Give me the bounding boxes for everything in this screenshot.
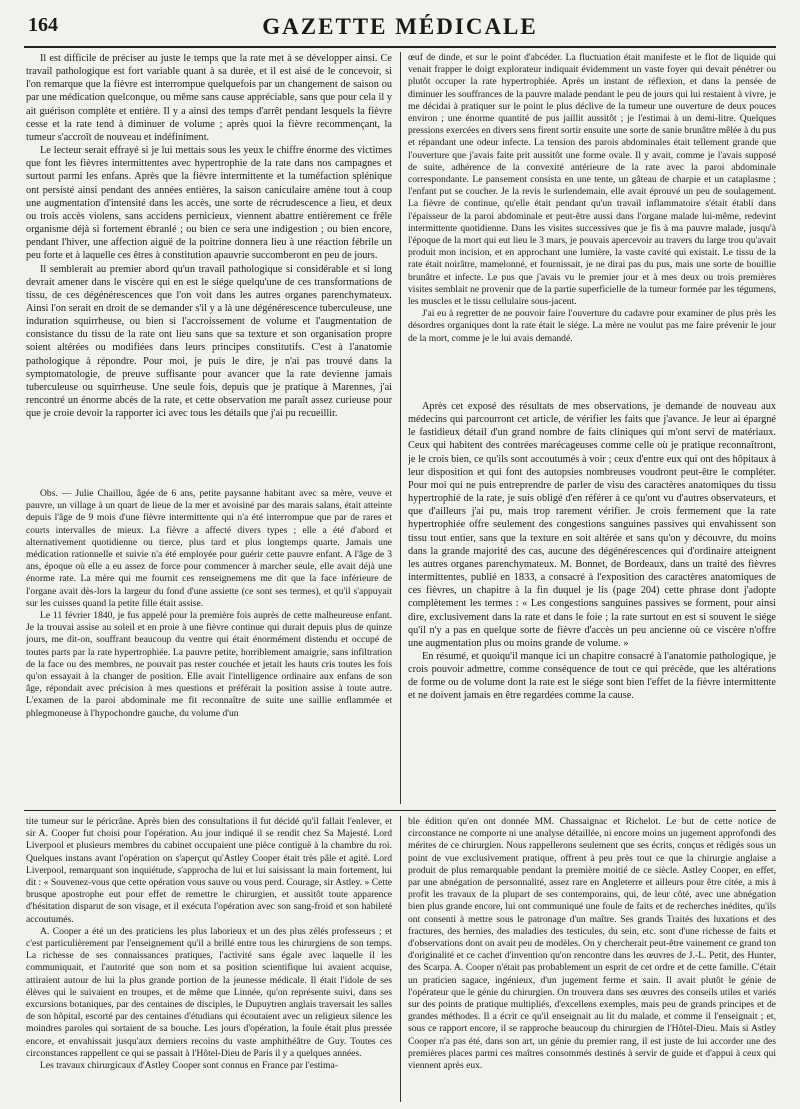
observation-paragraph: Le 11 février 1840, je fus appelé pour la première fois auprès de cette malheureuse enfant. Je la trouvai assise au soleil et en proie à une fièvre continue qui durait depuis plus de quinze jours, me dit-on, souffrant beaucoup du ventre qui était énormément distendu et occupé de toutes parts par la rate hypertrophiée. La pauvre petite, horriblement amaigrie, sans infiltration de la face ou des membres, ne pouvait pas rester couchée et jetait les hauts cris toutes les fois qu'on essayait à la changer de position. Elle avait l'intelligence ordinaire aux enfans de son âge, répondait avec précision à mes questions et préférait la position assise à toute autre. L'examen de la paroi abdominale me fit reconnaître de suite une saillie enflammée et phlegmoneuse à l'hypochondre gauche, du volume d'un (26, 610, 392, 719)
paragraph: tite tumeur sur le péricrâne. Après bien des consultations il fut décidé qu'il fallait l'enlever, et sir A. Cooper fut choisi pour l'opération. Au jour indiqué il se rendit chez Sa Majesté. Lord Liverpool et plusieurs membres du cabinet occupaient une pièce contiguë à la chambre du roi. Quelques instans avant l'opération on s'aperçut qu'Astley Cooper était très pâle et agité. Lord Liverpool, remarquant son inquiétude, s'approcha de lui et lui saisissant la main fortement, lui dit : « Souvenez-vous que cette opération vous sauve ou vous perd. Courage, sir Astley. » Cette brusque apostrophe eut pour effet de remettre le chirurgien, et aussitôt toute apparence d'hésitation disparut de son visage, et il exécuta l'opération avec son sang-froid et son habileté accoutumés. (26, 816, 392, 925)
column-divider-bottom (400, 816, 401, 1102)
observation-paragraph: Obs. — Julie Chaillou, âgée de 6 ans, petite paysanne habitant avec sa mère, veuve et pauvre, un village à un quart de lieue de la mer et avoisiné par des marais salans, était atteinte depuis l'âge de 9 mois d'une fièvre intermittente qui n'a été interrompue que par de rares et courts intervalles de mieux. La fièvre a affecté divers types ; elle a été d'abord et alternativement quotidienne ou tierce, plus tard et plus longtemps quarte. Jamais une médication rationnelle et suivie n'a été employée pour guérir cette pauvre enfant. A l'âge de 3 ans, époque où elle a eu assez de force pour commencer à marcher seule, elle avait déjà une énorme rate. La mère qui me fournit ces renseignemens me dit que la face inférieure de l'organe avait dès-lors la largeur du fond d'une assiette (ce sont ses termes), et qu'il s'appuyait sur les cuisses quand la petite fille était assise. (26, 488, 392, 609)
page-number: 164 (28, 14, 58, 36)
column-right-conclusion (408, 400, 776, 804)
column-right-bottom (408, 816, 776, 1102)
paragraph: Après cet exposé des résultats de mes observations, je demande de nouveau aux médecins qui parcourront cet article, de vérifier les faits que j'avance. Je leur ai épargné le fastidieux détail d'un grand nombre de faits cliniques qui m'ont servi de matériaux. Ceux qui habitent des contrées marécageuses comme celle où je pratique reconnaîtront, je le crois bien, ce qu'ils sont accoutumés à voir ; ceux d'entre eux qui ont des hôpitaux à leur disposition et qui font des autopsies nombreuses voudront peut-être le compléter. Pour moi qui ne puis entreprendre de parler de visu des caractères anatomiques du tissu hypertrophié de la rate, je suis obligé d'en référer à ce qu'ont vu d'autres observateurs, et que d'ailleurs j'ai pu, mais trop rarement vérifier. Je crois fermement que la rate hypertrophiée offre seulement des congestions sanguines passives qui envahissent son tissu tout entier, sans que la texture en soit altérée et sans qu'on y découvre, du moins dans la grande majorité des cas, aucune des dégénérescences qui d'ordinaire atteignent les autres organes parenchymateux. M. Bonnet, de Bordeaux, dans un traité des fièvres intermittentes, publié en 1833, a consacré à l'exposition des caractères anatomiques de ces fièvres, un chapitre à la fin duquel je lis (page 204) cette phrase dont j'adopte complètement les termes : « Les congestions sanguines passives se forment, pour ainsi dire, exclusivement dans la rate et dans le foie ; la rate surtout en est si souvent le siége qu'il n'y a pas en quelque sorte de fièvre d'accès un peu ancienne où ce viscère n'offre une augmentation plus ou moins grande de volume. » (408, 401, 776, 649)
paragraph: ble édition qu'en ont donnée MM. Chassaignac et Richelot. Le but de cette notice de circonstance ne comporte ni une analyse détaillée, ni encore moins un jugement approfondi des mérites de ce chirurgien. Nous rappellerons seulement que ses écrits, conçus et rédigés sous un point de vue exclusivement pratique, offrent à peu près tout ce que la chirurgie anglaise a produit de plus remarquable pendant la première moitié de ce siècle. Astley Cooper, en effet, par une abnégation de personnalité, assez rare en Angleterre et ailleurs pour être citée, a mis à profit les travaux de la plupart de ses contemporains, qui, de leur côté, avec une abnégation bien plus grande encore, lui ont communiqué une foule de faits et de recherches inédites, qu'ils ont consenti à mettre sous le patronage d'un maître. Ses grands Traités des luxations et des fractures, des hernies, des maladies des testicules, du sein, etc. sont d'une richesse de faits et d'observations dont on avait peu de modèles. On y chercherait peut-être vainement ce grand ton d'originalité et ce cachet d'invention qu'on rencontre dans les œuvres de J.-L. Petit, des Hunter, des Scarpa. A. Cooper n'était pas probablement un esprit de cet ordre et de cette famille. C'était un praticien sagace, ingénieux, d'un jugement ferme et sain. Il avait plutôt le génie de l'opérateur que le génie du chirurgien. On trouvera dans ses œuvres des conseils utiles et variés sur des points de pratique multipliés, d'excellens exemples, mais peu de grands principes et de grandes méthodes. Il a écrit ce qu'il enseignait au lit du malade, et comme il l'enseignait ; et, sous ce rapport encore, il se rapproche beaucoup du chirurgien de l'Hôtel-Dieu. Mais si Astley Cooper n'a pas été, dans son art, un génie du premier rang, il est juste de lui accorder une des premières places parmi ces maîtres consommés destinés à servir de guide et d'appui à ceux qui viennent après eux. (408, 816, 776, 1072)
paragraph: œuf de dinde, et sur le point d'abcéder. La fluctuation était manifeste et le flot de liquide qui venait frapper le doigt explorateur indiquait évidemment un vaste foyer qui devait pénétrer ou plutôt occuper la rate hypertrophiée. Après un instant de réflexion, et dans la pensée de diminuer les souffrances de la pauvre malade pendant le peu de jours qui lui restaient à vivre, je me décidai à pratiquer sur le point le plus déclive de la tumeur une ouverture de deux pouces environ ; une énorme quantité de pus jaillit aussitôt ; je l'estimai à un demi-litre. Quelques pressions exercées en divers sens firent sortir ensuite une sorte de sanie brunâtre mêlée à du pus et répandant une odeur infecte. La tension des parois abdominales était tellement grande que l'ouverture que j'avais faite prit aussitôt une forme ovale. Il y avait, comme je l'avais supposé de suite, adhérence de la convexité antérieure de la rate avec la paroi abdominale correspondante. Le pansement consista en une tente, un gâteau de charpie et un cataplasme ; l'enfant put se coucher. Je la revis le surlendemain, elle avait éprouvé un peu de soulagement. La fièvre de continue, qu'elle était pendant qu'un travail inflammatoire s'était établi dans l'épaisseur de la paroi abdominale et peut-être aussi dans l'organe malade lui-même, redevint intermittente quotidienne. Dans les visites successives que je fis à ma pauvre malade, jusqu'à l'époque de la mort qui eut lieu le 3 mars, je pouvais apercevoir au travers du large trou qu'avait produit mon incision, et en approchant une lumière, la vaste cavité qui existait. Le tissu de la rate était noirâtre, mamelonné, et fournissait, je ne dirai pas du pus, mais une sorte de bouillie brunâtre et infecte. Le pus que j'avais vu le premier jour et à mes deux ou trois premières visites semblait ne provenir que de la partie superficielle de la tumeur formée par les tégumens, les muscles et le tissu cellulaire sous-jacent. (408, 52, 776, 308)
column-left-top (26, 52, 392, 482)
paragraph: Il est difficile de préciser au juste le temps que la rate met à se développer ainsi. Ce travail pathologique est fort variable quant à sa durée, et il est aisé de le concevoir, si l'on remarque que la fièvre est interrompue quelquefois par un changement de saison ou par une médication quelconque, ou même sans cause appréciable, sans que pour cela il y ait guérison complète et entière. Il y a ainsi des temps d'arrêt pendant lesquels la fièvre cesse et la rate tend à diminuer de volume ; après quoi la fièvre recommençant, la tumeur s'accroît de nouveau et indéfiniment. (26, 53, 392, 143)
column-right-top (408, 52, 776, 392)
paragraph: A. Cooper a été un des praticiens les plus laborieux et un des plus zélés professeurs ; et c'est particulièrement par l'enseignement qu'il a brillé entre tous les chirurgiens de son temps. La richesse de ses connaissances pratiques, l'activité sans égale avec laquelle il les communiquait, et l'autorité que son nom et sa position scientifique lui avaient acquise, attiraient autour de lui la plus grande portion de la jeunesse médicale. Il était l'idole de ses élèves qui le suivaient en troupes, et de même que Linnée, qu'on représente suivi, dans ses excursions botaniques, par des centaines de disciples, le Dupuytren anglais traversait les salles de son hôpital, escorté par des centaines d'étudians qui écoutaient avec un religieux silence les moindres paroles qui sortaient de sa bouche. Les jours d'opération, la foule était plus pressée encore, et envahissait jusqu'aux derniers recoins du vaste amphithéâtre de Guy. Toutes ces circonstances rappellent ce qui se passait à l'Hôtel-Dieu de Paris il y a quelques années. (26, 925, 392, 1059)
journal-title: GAZETTE MÉDICALE (262, 14, 538, 39)
column-divider (400, 52, 401, 804)
section-rule (24, 810, 776, 811)
paragraph: En résumé, et quoiqu'il manque ici un chapitre consacré à l'anatomie pathologique, je crois pouvoir admettre, comme conséquence de tout ce qui précède, que les altérations de forme ou de volume dont la rate est le siége sont bien l'effet de la fièvre intermittente et ne doivent jamais en être regardées comme la cause. (408, 650, 776, 702)
column-left-observation (26, 488, 392, 804)
paragraph: Il semblerait au premier abord qu'un travail pathologique si considérable et si long devrait amener dans le viscère qui en est le siége quelqu'une de ces transformations de tissu, de ces dégénérescences que l'on voit dans les autres organes parenchymateux. Ainsi l'on serait en droit de se demander s'il y a là une dégénérescence tuberculeuse, une induration squirrheuse, ou bien si l'accroissement de volume et l'augmentation de consistance du tissu de la rate ont lieu sans que sa texture et son organisation propre soient altérées ou modifiées dans leurs principes constitutifs. C'est à l'anatomie pathologique à répondre. Pour moi, je puis le dire, je n'ai pas trouvé dans la symptomatologie, de preuve suffisante pour avancer que la rate devienne jamais tuberculeuse ou squirrheuse. Une seule fois, depuis que je pratique à Marennes, j'ai rencontré un énorme abcès de la rate, et cette observation me paraît assez curieuse pour que je croie devoir la rapporter ici avec tous les détails que j'ai pu recueillir. (26, 263, 392, 420)
header-rule (24, 46, 776, 48)
column-left-bottom (26, 816, 392, 1102)
paragraph: J'ai eu à regretter de ne pouvoir faire l'ouverture du cadavre pour examiner de plus près les désordres organiques dont la rate était le siége. La mère ne voulut pas me faire prévenir le jour de la mort, comme je le lui avais demandé. (408, 308, 776, 344)
paragraph: Le lecteur serait effrayé si je lui mettais sous les yeux le chiffre énorme des victimes que font les fièvres intermittentes avec hypertrophie de la rate dans nos campagnes et surtout parmi les enfans. Après que la fièvre intermittente et la tuméfaction splénique ont persisté ainsi pendant des années entières, la saison caniculaire amène tout à coup une augmentation d'intensité dans les accès, une sorte de récrudescence a lieu, et deux ou trois accès violens, sans accidens pernicieux, viennent abattre entièrement ce frêle organisme déjà si fortement ébranlé ; ou bien ce sera une indigestion ; ou bien encore, pendant l'hiver, une affection aiguë de la poitrine donnera lieu à une réaction fébrile un peu forte et à laquelle ces êtres à constitution apauvrie succomberont en peu de jours. (26, 145, 392, 262)
paragraph: Les travaux chirurgicaux d'Astley Cooper sont connus en France par l'estima- (40, 1060, 338, 1072)
page-header (24, 14, 776, 44)
